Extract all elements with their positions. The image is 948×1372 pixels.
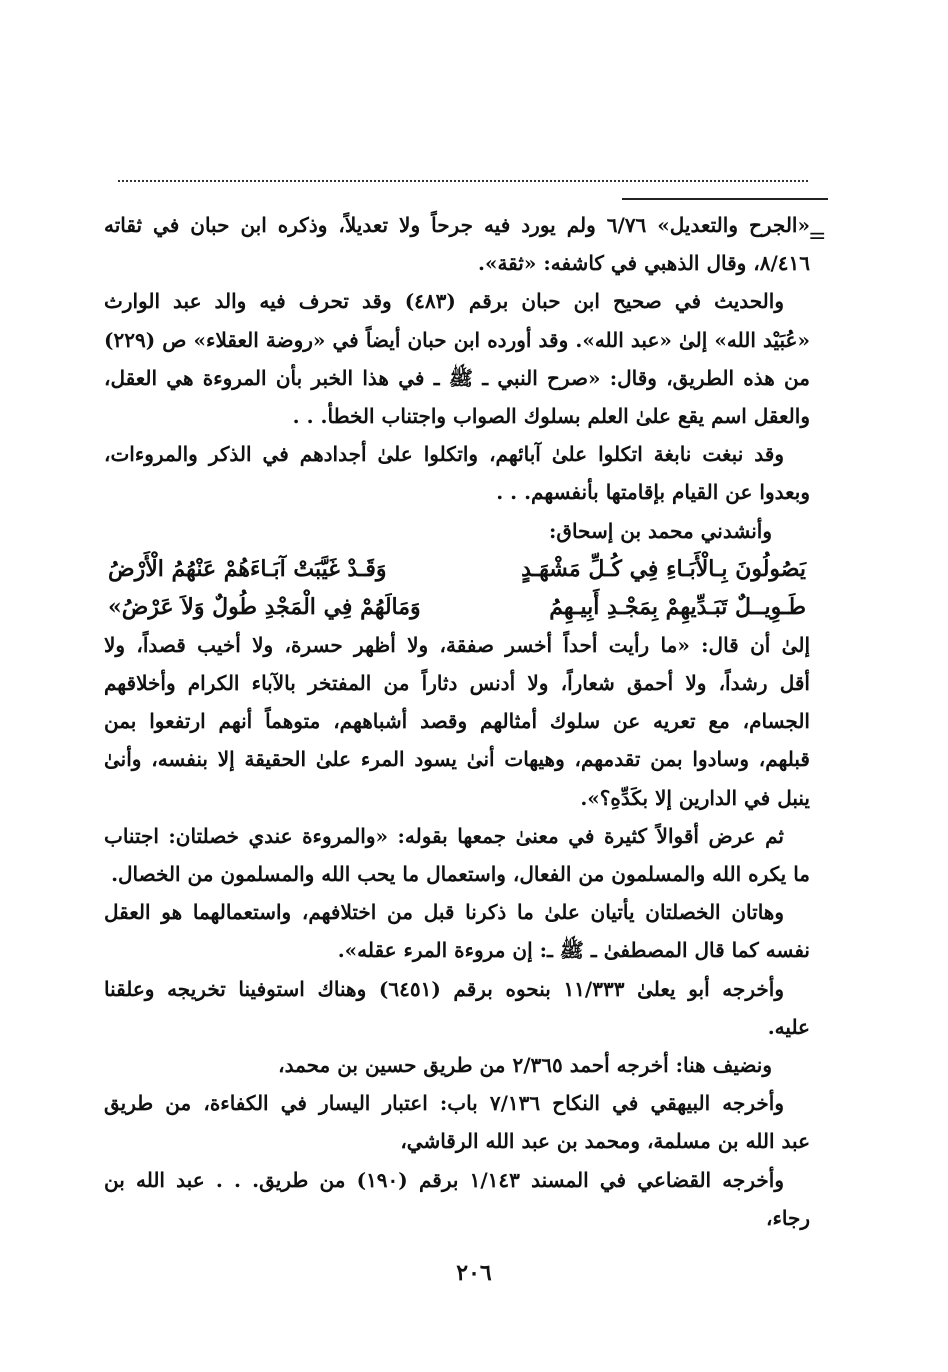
footnote-line: وأخرجه القضاعي في المسند ١/١٤٣ برقم (١٩٠) من طريق. . . عبد الله بن [104,1167,784,1192]
footnote-line: إلىٰ أن قال: «ما رأيت أحداً أخسر صفقة، ولا أظهر حسرة، ولا أخيب قصداً، ولا [104,632,810,657]
poem-verse [104,550,810,588]
footnote-line: وأخرجه أبو يعلىٰ ١١/٣٣٣ بنحوه برقم (٦٤٥١) وهناك استوفينا تخريجه وعلقنا [104,976,784,1001]
page-number: ٢٠٦ [456,1260,492,1286]
poem-hemistich-left: وَمَالَهُمْ فِي الْمَجْدِ طُولٌ وَلاَ عَرْضُ» [108,593,421,620]
footnote-line: نفسه كما قال المصطفىٰ ـ ﷺ ـ: إن مروءة المرء عقله». [337,938,810,963]
footnote-rule [622,198,828,200]
footnote-line: وقد نبغت نابغة اتكلوا علىٰ آبائهم، واتكلوا علىٰ أجدادهم في الذكر والمروءات، [104,442,784,467]
footnote-line: عليه. [767,1014,810,1039]
footnote-line: ينبل في الدارين إلا بكَدِّهِ؟». [580,785,810,810]
poem-hemistich-left: وَقَـدْ غَيَّبَتْ آبَـاءَهُمْ عَنْهُمُ الْأَرْضُ [108,555,387,582]
footnote-line: رجاء، [766,1205,810,1230]
footnote-line: ٨/٤١٦، وقال الذهبي في كاشفه: «ثقة». [478,251,810,276]
footnote-line: من هذه الطريق، وقال: «صرح النبي ـ ﷺ ـ في هذا الخبر بأن المروءة هي العقل، [104,365,810,390]
footnote-line: «الجرح والتعديل» ٦/٧٦ ولم يورد فيه جرحاً ولا تعديلاً، وذكره ابن حبان في ثقاته [104,213,810,237]
footnote-line: قبلهم، وسادوا بمن تقدمهم، وهيهات أنىٰ يسود المرء علىٰ الحقيقة إلا بنفسه، وأنىٰ [104,747,810,772]
footnote-line: ونضيف هنا: أخرجه أحمد ٢/٣٦٥ من طريق حسين بن محمد، [278,1053,772,1078]
poem-hemistich-right: يَصُولُونَ بِـالْأَبَـاءِ فِي كُـلِّ مَشْهَـدٍ [521,555,806,582]
footnote-line: والعقل اسم يقع علىٰ العلم بسلوك الصواب واجتناب الخطأ. . . [292,404,810,429]
footnote-line: وأنشدني محمد بن إسحاق: [549,518,772,543]
footnote-line: الجسام، مع تعريه عن سلوك أمثالهم وقصد أشباههم، متوهماً أنهم ارتفعوا بمن [104,709,810,734]
footnote-line: والحديث في صحيح ابن حبان برقم (٤٨٣) وقد تحرف فيه والد عبد الوارث [104,289,784,314]
footnote-line: وبعدوا عن القيام بإقامتها بأنفسهم. . . [496,480,810,505]
poem-hemistich-right: طَـوِيــلٌ تَبَـدِّيهِمْ بِمَجْـدِ أَبِيـهِمُ [549,593,806,620]
footnote-line: ثم عرض أقوالاً كثيرة في معنىٰ جمعها بقوله: «والمروءة عندي خصلتان: اجتناب [104,823,784,848]
footnote-text [104,206,810,1237]
footnote-line: وأخرجه البيهقي في النكاح ٧/١٣٦ باب: اعتبار اليسار في الكفاءة، من طريق [104,1091,784,1116]
footnote-line: عبد الله بن مسلمة، ومحمد بن عبد الله الرقاشي، [400,1129,810,1154]
footnote-line: أقل رشداً، ولا أحمق شعاراً، ولا أدنس دثاراً من المفتخر بالآباء الكرام وأخلاقهم [104,671,810,696]
footnote-line: ما يكره الله والمسلمون من الفعال، واستعمال ما يحب الله والمسلمون من الخصال. [111,862,810,887]
footnote-line: وهاتان الخصلتان يأتيان علىٰ ما ذكرنا قبل من اختلافهم، واستعمالهما هو العقل [104,900,784,925]
continuation-mark: = [808,224,827,249]
footnote-line: «عُبَيْد الله» إلىٰ «عبد الله». وقد أورده ابن حبان أيضاً في «روضة العقلاء» ص (٢٢٩) [104,327,810,352]
header-dotted-separator [118,166,808,182]
poem-verse [104,588,810,626]
